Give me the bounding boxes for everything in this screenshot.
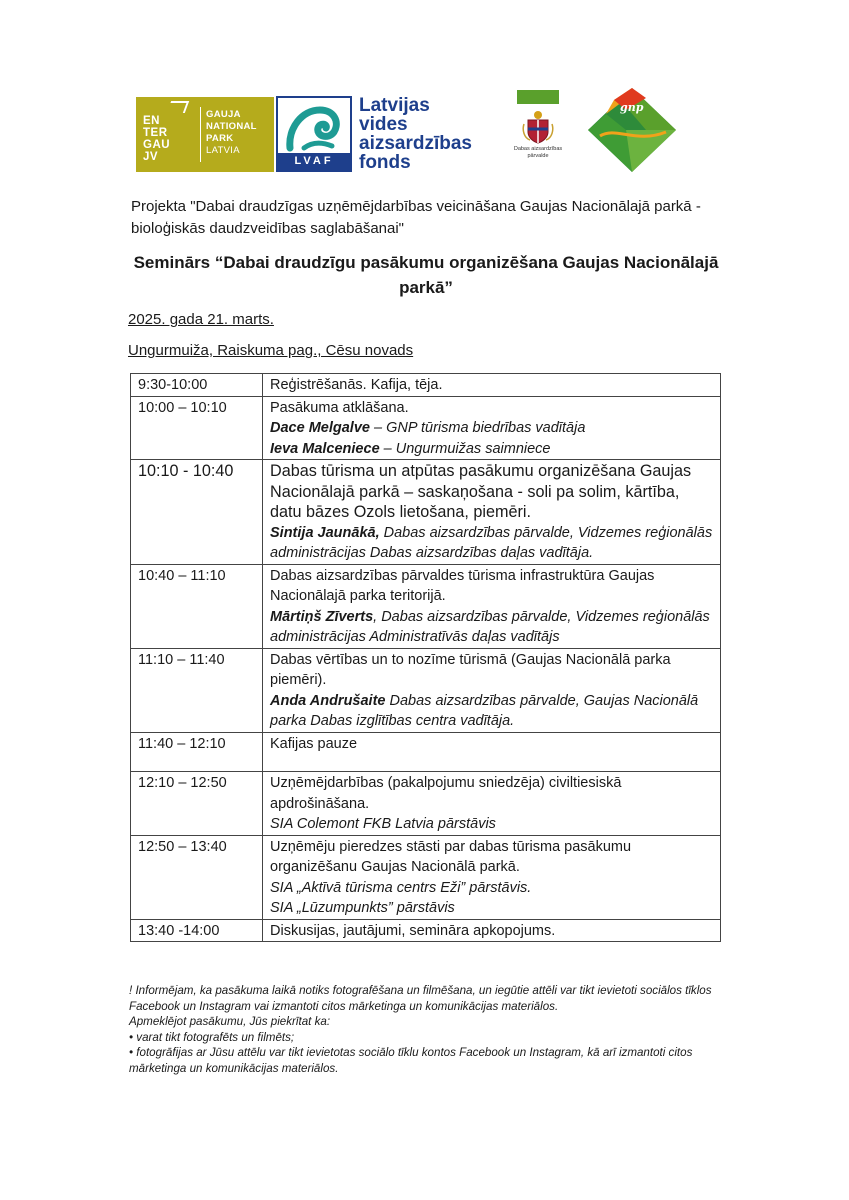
topic-text: Uzņēmēju pieredzes stāsti par dabas tūrisma pasākumu organizēšanu Gaujas Nacionālā parkā. (270, 838, 632, 875)
notice-line: • varat tikt fotografēts un filmēts; (129, 1030, 295, 1044)
gnp-logo (586, 86, 678, 174)
logo-text-line: NATIONAL (206, 121, 257, 132)
speaker-line: SIA „Aktīvā tūrisma centrs Eži” pārstāvis. (270, 879, 532, 896)
lvaf-logo-text (359, 96, 472, 172)
event-location: Ungurmuiža, Raiskuma pag., Cēsu novads (128, 342, 414, 359)
logo-divider (200, 107, 201, 162)
speaker-line: SIA „Lūzumpunkts” pārstāvis (270, 900, 455, 916)
topic-text: Reģistrēšanās. Kafija, tēja. (270, 377, 443, 393)
time-cell: 13:40 -14:00 (131, 919, 263, 942)
speaker-line (270, 607, 714, 648)
table-row (131, 396, 721, 460)
lvaf-text-line: fonds (359, 152, 411, 173)
lvaf-text-line: aizsardzības (359, 133, 472, 154)
mark-line: JV (143, 151, 159, 163)
lvaf-text-line: vides (359, 114, 408, 135)
logo-text-line: GAUJA (206, 109, 241, 120)
schedule-table (130, 373, 721, 942)
mark-line: GAU (143, 139, 171, 151)
dap-caption: Dabas aizsardzības pārvalde (513, 146, 563, 159)
table-row (131, 772, 721, 836)
speaker-name: Sintija Jaunākā, (270, 524, 380, 541)
topic-text: Diskusijas, jautājumi, semināra apkopojums. (270, 922, 556, 939)
topic-cell (263, 835, 721, 919)
gnp-diamond-icon (586, 86, 678, 174)
topic-cell (263, 919, 721, 942)
time-cell: 11:40 – 12:10 (131, 732, 263, 772)
lvaf-text-line: Latvijas (359, 95, 430, 116)
lvaf-mark-label: LVAF (278, 153, 350, 170)
topic-cell (263, 732, 721, 772)
topic-text: Pasākuma atklāšana. (270, 399, 409, 416)
notice-line: ! Informējam, ka pasākuma laikā notiks fotografēšana un filmēšana, un iegūtie attēli var tikt ievietoti sociālos tīklos Facebook un Instagram vai izmantoti citos mārketinga un komunikācijas materiālos. (129, 984, 712, 1013)
speaker-line (270, 691, 714, 732)
speaker-role: , Dabas aizsardzības pārvalde, Vidzemes reģionālās administrācijas Administratīvās daļas vadītājs (270, 608, 710, 645)
topic-text: Dabas aizsardzības pārvaldes tūrisma infrastruktūra Gaujas Nacionālajā parka teritorijā. (270, 567, 655, 604)
time-cell: 10:10 - 10:40 (131, 460, 263, 565)
table-row (131, 919, 721, 942)
lvaf-logo-mark (276, 96, 352, 172)
logo-corner-mark (167, 101, 189, 113)
speaker-name: Mārtiņš Zīverts (270, 608, 374, 625)
topic-cell (263, 564, 721, 648)
topic-text: Uzņēmējdarbības (pakalpojumu sniedzēja) civiltiesiskā apdrošināšana. (270, 775, 622, 812)
time-cell: 12:10 – 12:50 (131, 772, 263, 836)
topic-cell (263, 396, 721, 460)
table-row (131, 732, 721, 772)
speaker-name: Anda Andrušaite (270, 692, 386, 709)
gnp-wordmark: gnp (620, 101, 644, 114)
table-row (131, 374, 721, 397)
enter-gauja-logo (136, 97, 274, 172)
speaker-name: Ieva Malceniece (270, 440, 380, 457)
topic-text: Kafijas pauze (270, 735, 358, 752)
table-row (131, 835, 721, 919)
topic-cell (263, 374, 721, 397)
mark-line: TER (143, 127, 168, 139)
lvaf-wave-icon (282, 102, 346, 154)
event-date: 2025. gada 21. marts. (128, 311, 274, 328)
notice-line: • fotogrāfijas ar Jūsu attēlu var tikt ievietotas sociālo tīklu kontos Facebook un Instagram, kā arī izmantoti citos mārketinga un komunikācijas materiālos. (129, 1046, 693, 1075)
table-row (131, 564, 721, 648)
logo-text-line: PARK (206, 133, 234, 144)
speaker-role: Dabas aizsardzības pārvalde, Vidzemes reģionālās administrācijas Dabas aizsardzības daļas vadītāja. (270, 524, 713, 561)
speaker-line (270, 418, 714, 439)
topic-cell (263, 772, 721, 836)
topic-text: Dabas vērtības un to nozīme tūrismā (Gaujas Nacionālā parka piemēri). (270, 651, 671, 688)
gauja-national-park-text (206, 109, 257, 157)
time-cell: 12:50 – 13:40 (131, 835, 263, 919)
table-row (131, 460, 721, 565)
dap-green-bar (517, 90, 559, 104)
enter-gauja-mark (143, 115, 198, 163)
photo-notice (129, 983, 729, 1076)
seminar-title: Seminārs “Dabai draudzīgu pasākumu organizēšana Gaujas Nacionālajā parkā” (133, 253, 719, 297)
time-cell: 11:10 – 11:40 (131, 648, 263, 732)
time-cell: 10:40 – 11:10 (131, 564, 263, 648)
topic-cell (263, 648, 721, 732)
speaker-line (270, 439, 714, 460)
logo-text-line: LATVIA (206, 145, 240, 156)
time-cell: 9:30-10:00 (131, 374, 263, 397)
time-cell: 10:00 – 10:10 (131, 396, 263, 460)
speaker-role: – GNP tūrisma biedrības vadītāja (369, 420, 586, 436)
notice-line: Apmeklējot pasākumu, Jūs piekrītat ka: (129, 1015, 331, 1028)
speaker-line (270, 523, 714, 564)
topic-text: Dabas tūrisma un atpūtas pasākumu organizēšana Gaujas Nacionālajā parkā – saskaņošana - soli pa solim, kārtība, datu bāzes Ozols lietošana, piemēri. (270, 462, 692, 521)
mark-line: EN (143, 115, 160, 127)
speaker-name: Dace Melgalve (270, 420, 370, 436)
speaker-line: SIA Colemont FKB Latvia pārstāvis (270, 816, 496, 832)
project-description: Projekta "Dabai draudzīgas uzņēmējdarbības veicināšana Gaujas Nacionālajā parkā - bioloģiskās daudzveidības saglabāšanai" (131, 198, 701, 237)
coat-of-arms-icon (522, 110, 554, 144)
topic-cell (263, 460, 721, 565)
speaker-role: Dabas aizsardzības pārvalde, Gaujas Nacionālā parka Dabas izglītības centra vadītāja. (270, 692, 699, 729)
table-row (131, 648, 721, 732)
speaker-role: – Ungurmuižas saimniece (379, 440, 551, 457)
dap-logo (510, 90, 566, 166)
